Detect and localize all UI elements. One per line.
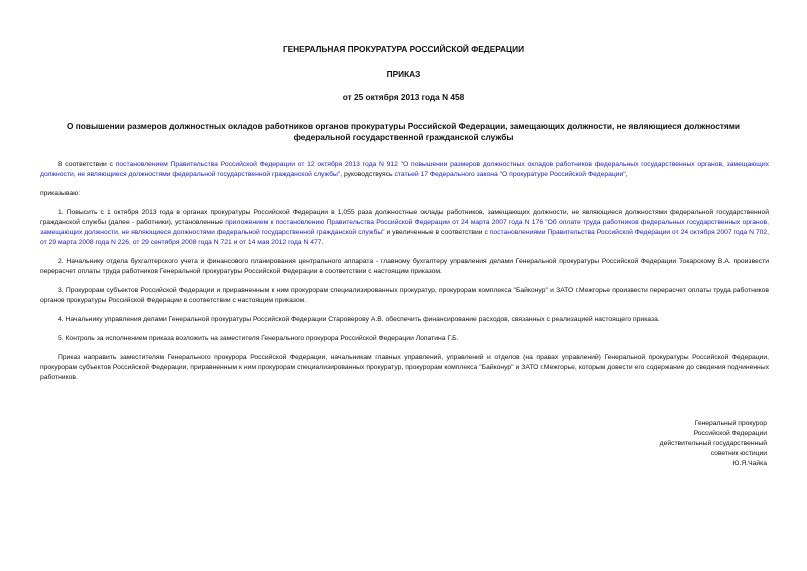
item-1-text-3: . <box>321 239 324 246</box>
item-2-paragraph: 2. Начальнику отдела бухгалтерского учета и финансового планирования центрального аппарата - главному бухгалтеру управления делами Генеральной прокуратуры Российской Федерации Токарскому В.А. произвести перерасчет оплаты труда работников Генеральной прокуратуры Российской Федерации в соответствии с настоящим приказом. <box>40 258 769 275</box>
government-decree-176-link[interactable]: приложением к постановлению Правительства Российской Федерации от 24 марта 2007 года N 176 "Об оплате труда работников федеральных государственных органов, замещающих должности, не являющиеся должностями федеральной государственной гражданской службы" <box>40 219 769 236</box>
signature-rank-1: действительный государственный <box>659 440 767 447</box>
document-title: О повышении размеров должностных окладов работников органов прокуратуры Российской Федерации, замещающих должности, не являющиеся должностями федеральной государственной гражданской службы <box>67 121 740 142</box>
preamble-text-3: , <box>625 171 628 178</box>
distribution-paragraph: Приказ направить заместителям Генерального прокурора Российской Федерации, начальникам главных управлений, управлений и отделов (на правах управлений) Генеральной прокуратуры Российской Федерации, прокурорам субъектов Российской Федерации, приравненным к ним прокурорам специализированных прокуратур, прокурорам комплекса "Байконур" и ЗАТО г.Межгорье, которым довести его содержание до сведения подчиненных работников. <box>40 354 769 381</box>
signature-rank-2: советник юстиции <box>710 450 767 457</box>
document-type-heading: ПРИКАЗ <box>386 69 421 79</box>
signature-organization: Российской Федерации <box>693 430 767 437</box>
item-5-paragraph: 5. Контроль за исполнением приказа возложить на заместителя Генерального прокурора Российской Федерации Лопатина Г.Б. <box>58 335 459 342</box>
item-1-text-1: 1. Повысить с 1 октября 2013 года в органах прокуратуры Российской Федерации в 1,055 раза должностные оклады работников, замещающих должности, не являющиеся должностями федеральной государственной гражданской службы (далее - работники), установленные <box>40 209 769 226</box>
item-3-paragraph: 3. Прокурорам субъектов Российской Федерации и приравненным к ним прокурорам специализированных прокуратур, прокурорам комплекса "Байконур" и ЗАТО г.Межгорье произвести перерасчет оплаты труда работников органов прокуратуры Российской Федерации в соответствии с настоящим приказом. <box>40 287 769 304</box>
item-4-paragraph: 4. Начальнику управления делами Генеральной прокуратуры Российской Федерации Староверову А.В. обеспечить финансирование расходов, связанных с реализацией настоящего приказа. <box>58 316 660 323</box>
signature-position: Генеральный прокурор <box>694 420 767 427</box>
organization-heading: ГЕНЕРАЛЬНАЯ ПРОКУРАТУРА РОССИЙСКОЙ ФЕДЕРАЦИИ <box>282 44 525 54</box>
order-word: приказываю: <box>40 190 81 197</box>
federal-law-article-17-link[interactable]: статьей 17 Федерального закона "О прокуратуре Российской Федерации" <box>394 171 626 178</box>
government-decrees-link[interactable]: постановлениями Правительства Российской Федерации от 24 октября 2007 года N 702, от 29 марта 2008 года N 226, от 29 сентября 2008 года N 721 и от 14 мая 2012 года N 477 <box>40 229 769 246</box>
preamble-text-2: , руководствуясь <box>340 171 395 178</box>
document-date-number: от 25 октября 2013 года N 458 <box>342 92 465 102</box>
item-1-paragraph <box>40 208 769 248</box>
preamble-paragraph <box>40 160 769 180</box>
item-1-text-2: и увеличенные в соответствии с <box>384 229 490 236</box>
signature-block <box>547 419 767 469</box>
signature-name: Ю.Я.Чайка <box>732 460 767 467</box>
preamble-text-1: В соответствии с <box>58 161 116 168</box>
government-decree-912-link[interactable]: постановлением Правительства Российской Федерации от 12 октября 2013 года N 912 "О повышении размеров должностных окладов работников федеральных государственных органов, замещающих должности, не являющиеся должностями федеральной государственной гражданской службы" <box>40 161 769 178</box>
document-body <box>40 160 769 392</box>
